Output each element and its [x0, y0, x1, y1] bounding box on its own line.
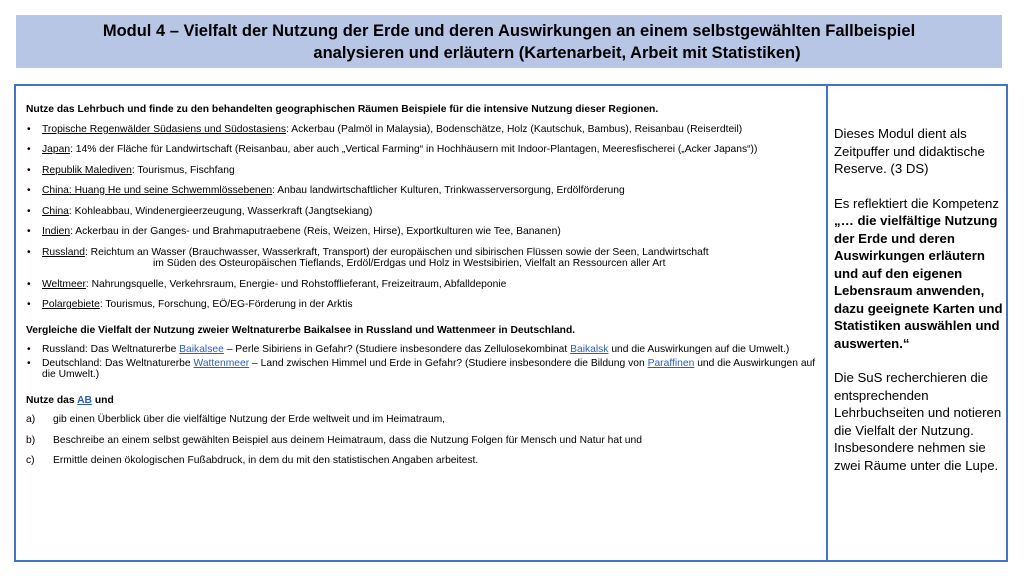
bullet-icon: •	[27, 246, 31, 258]
bullet-icon: •	[27, 185, 31, 196]
list-item	[26, 247, 821, 270]
region-text: : Tourismus, Forschung, EÖ/EG-Förderung in der Arktis	[99, 299, 353, 310]
section1-heading: Nutze das Lehrbuch und finde zu den behandelten geographischen Räumen Beispiele für die intensive Nutzung dieser Regionen.	[26, 104, 659, 115]
bullet-icon: •	[27, 357, 31, 369]
bullet-icon: •	[27, 144, 31, 155]
text-segment: Deutschland: Das Weltnaturerbe	[42, 357, 194, 369]
sidebar-para-1: Dieses Modul dient als Zeitpuffer und didaktische Reserve. (3 DS)	[834, 126, 985, 176]
list-item	[26, 206, 821, 218]
list-item-russland	[26, 344, 821, 356]
list-item	[26, 185, 821, 197]
link-baikalsk[interactable]: Baikalsk	[570, 344, 609, 355]
title-line-2: analysieren und erläutern (Kartenarbeit, Arbeit mit Statistiken)	[313, 43, 801, 62]
text-segment: – Perle Sibiriens in Gefahr? (Studiere insbesondere das Zellulosekombinat	[223, 344, 571, 355]
link-wattenmeer[interactable]: Wattenmeer	[193, 357, 250, 369]
column-divider	[826, 84, 828, 562]
region-text: : Ackerbau (Palmöl in Malaysia), Bodenschätze, Holz (Kautschuk, Bambus), Reisanbau (Reiserdteil)	[286, 123, 743, 135]
list-item	[26, 226, 821, 238]
region-text-continued: im Süden des Osteuropäischen Tieflands, Erdöl/Erdgas und Holz in Westsibirien, Vielfalt an Ressourcen aller Art	[153, 258, 666, 269]
region-name: Tropische Regenwälder Südasiens und Südostasiens	[42, 123, 287, 135]
task-column	[26, 104, 821, 476]
region-name: Polargebiete	[42, 299, 100, 310]
region-text: : Reichtum an Wasser (Brauchwasser, Wasserkraft, Transport) der europäischen und sibirischen Flüssen sowie der Seen, Landwirtschaft	[84, 246, 709, 258]
region-name: China	[42, 205, 69, 217]
bullet-icon: •	[27, 226, 31, 237]
section3-heading	[26, 395, 821, 407]
title-line-1: Modul 4 – Vielfalt der Nutzung der Erde und deren Auswirkungen an einem selbstgewählten Fallbeispiel	[102, 21, 916, 40]
task-item-b	[26, 435, 821, 447]
region-text: : 14% der Fläche für Landwirtschaft (Reisanbau, aber auch „Vertical Farming“ in Hochhäusern mit Indoor-Plantagen, Meeresfischerei („Acker Japans“))	[70, 144, 758, 155]
link-paraffinen[interactable]: Paraffinen	[647, 357, 695, 369]
list-item	[26, 299, 821, 311]
text-segment: und die Auswirkungen auf die Umwelt.)	[608, 344, 790, 355]
bullet-icon: •	[27, 205, 31, 217]
text-segment: und die Auswirkungen auf die Umwelt.)	[42, 357, 816, 380]
text-segment: Nutze das	[26, 394, 78, 406]
text-segment: und	[92, 394, 114, 406]
bullet-icon: •	[27, 164, 31, 176]
list-item	[26, 279, 821, 291]
region-text: : Ackerbau in der Ganges- und Brahmaputraebene (Reis, Weizen, Hirse), Exportkulturen wie Tee, Bananen)	[70, 226, 561, 237]
task-marker: a)	[26, 414, 36, 425]
competence-quote: „… die vielfältige Nutzung der Erde und deren Auswirkungen erläutern und auf den eigenen Lebensraum anwenden, dazu geeignete Karten und Statistiken auswählen und auswerten.“	[834, 213, 1003, 351]
list-item	[26, 165, 821, 177]
task-item-c	[26, 455, 821, 467]
link-ab[interactable]: AB	[77, 394, 92, 406]
list-item	[26, 144, 821, 156]
text-segment: – Land zwischen Himmel und Erde in Gefahr? (Studiere insbesondere die Bildung von	[249, 357, 648, 369]
region-name: Russland	[42, 246, 85, 258]
sidebar-para-2	[834, 195, 1004, 353]
bullet-icon: •	[27, 299, 31, 310]
region-name: Weltmeer	[42, 278, 86, 290]
task-marker: b)	[26, 434, 36, 446]
region-name: Indien	[42, 226, 71, 237]
bullet-icon: •	[27, 278, 31, 290]
region-text: : Nahrungsquelle, Verkehrsraum, Energie- und Rohstofflieferant, Freizeitraum, Abfalldeponie	[85, 278, 507, 290]
title-banner	[16, 15, 1002, 68]
task-text: Ermittle deinen ökologischen Fußabdruck, in dem du mit den statistischen Angaben arbeitest.	[53, 455, 479, 466]
task-text: Beschreibe an einem selbst gewählten Beispiel aus deinem Heimatraum, dass die Nutzung Folgen für Mensch und Natur hat und	[53, 434, 642, 446]
region-name: Japan	[42, 144, 71, 155]
region-text: : Anbau landwirtschaftlicher Kulturen, Trinkwasserversorgung, Erdölförderung	[272, 185, 625, 196]
sidebar-para-3: Die SuS recherchieren die entsprechenden Lehrbuchseiten und notieren die Vielfalt der Nutzung. Insbesondere nehmen sie zwei Räume unter die Lupe.	[834, 370, 1002, 473]
region-text: : Kohleabbau, Windenergieerzeugung, Wasserkraft (Jangtsekiang)	[68, 205, 373, 217]
sidebar-notes	[834, 125, 1004, 491]
text-segment: Russland: Das Weltnaturerbe	[42, 344, 180, 355]
text-segment: Es reflektiert die Kompetenz	[834, 195, 999, 211]
bullet-icon: •	[27, 123, 31, 135]
task-text: gib einen Überblick über die vielfältige Nutzung der Erde weltweit und im Heimatraum,	[53, 414, 446, 425]
region-name: Republik Malediven	[42, 164, 132, 176]
region-text: : Tourismus, Fischfang	[131, 164, 235, 176]
list-item	[26, 124, 821, 136]
section2-heading: Vergleiche die Vielfalt der Nutzung zweier Weltnaturerbe Baikalsee in Russland und Wattenmeer in Deutschland.	[26, 324, 576, 336]
task-item-a	[26, 414, 821, 426]
bullet-icon: •	[27, 344, 31, 355]
region-name: China: Huang He und seine Schwemmlössebenen	[42, 185, 273, 196]
link-baikalsee[interactable]: Baikalsee	[179, 344, 224, 355]
list-item-deutschland	[26, 358, 821, 381]
task-marker: c)	[26, 455, 35, 466]
